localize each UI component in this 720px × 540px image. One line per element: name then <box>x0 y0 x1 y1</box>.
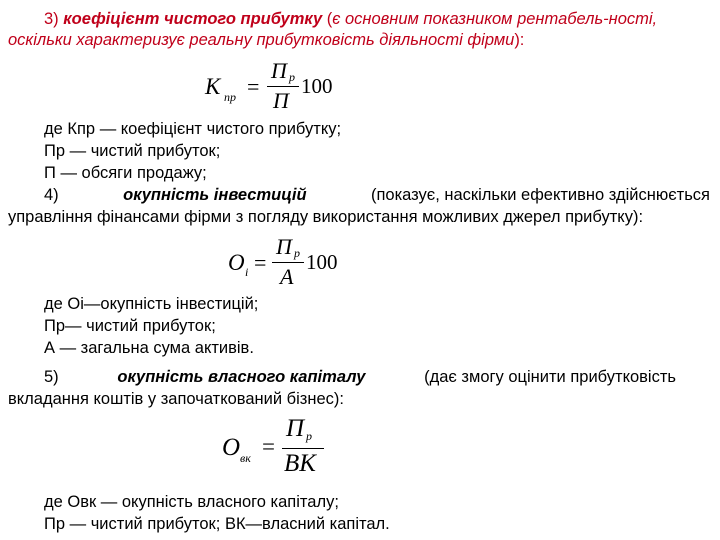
formula-2-lhs-sub: i <box>245 265 249 279</box>
formula-2-numerator-sub: р <box>294 246 300 260</box>
formula-equity-return <box>222 414 332 480</box>
formula-1-numerator: П <box>271 58 287 83</box>
formula-1-numerator-sub: р <box>289 70 295 84</box>
formula-2-multiplier: 100 <box>306 250 338 274</box>
formula-2-numerator: П <box>276 234 292 259</box>
para-4-rest: (показує, наскільки ефективно здійснюється <box>370 186 710 204</box>
formula-investment-return <box>228 232 348 290</box>
para-3-close: ): <box>514 31 525 49</box>
para-3-term: коефіцієнт чистого прибутку <box>63 10 323 28</box>
para-3-line-2 <box>8 30 524 50</box>
para-3-desc-2: оскільки характеризує реальну прибутковість діяльності фірми <box>8 31 515 49</box>
formula-2-denominator: A <box>280 264 294 289</box>
list-2-item-2: Пр— чистий прибуток; <box>44 317 216 335</box>
list-1-item-3: П — обсяги продажу; <box>44 164 207 182</box>
formula-net-profit-ratio <box>205 58 345 116</box>
para-3-number: 3) <box>44 10 59 28</box>
formula-3-numerator: П <box>286 415 305 442</box>
formula-3-lhs: O <box>222 434 241 461</box>
para-3-desc-1: є основним показником рентабель-ності, <box>332 10 658 28</box>
para-4-number: 4) <box>44 186 59 204</box>
para-5-rest: (дає змогу оцінити прибутковість <box>424 368 676 386</box>
formula-3-denominator: BK <box>284 450 316 477</box>
para-5-line-2: вкладання коштів у започаткований бізнес): <box>8 390 344 408</box>
para-5-line-1 <box>44 367 676 387</box>
para-4-line-2: управління фінансами фірми з погляду використання можливих джерел прибутку): <box>8 208 644 226</box>
formula-3-lhs-sub: вк <box>240 451 251 465</box>
list-3-item-1: де Овк — окупність власного капіталу; <box>44 493 339 511</box>
list-1-item-2: Пр — чистий прибуток; <box>44 142 221 160</box>
formula-3-equals: = <box>262 434 275 459</box>
list-2-item-1: де Оі—окупність інвестицій; <box>44 295 259 313</box>
formula-2-lhs: O <box>228 250 245 275</box>
para-3-line-1 <box>44 9 657 29</box>
formula-2-equals: = <box>254 250 267 275</box>
formula-1-multiplier: 100 <box>301 74 333 98</box>
formula-3-numerator-sub: р <box>306 429 312 443</box>
formula-1-lhs-sub: пр <box>224 90 236 104</box>
formula-1-lhs: K <box>205 74 221 99</box>
formula-1-denominator: П <box>273 88 289 113</box>
para-4-term: окупність інвестицій <box>123 186 307 204</box>
list-3-item-2: Пр — чистий прибуток; ВК—власний капітал. <box>44 515 390 533</box>
para-4-line-1 <box>44 185 710 205</box>
formula-1-equals: = <box>247 74 260 99</box>
para-5-number: 5) <box>44 368 59 386</box>
para-5-term: окупність власного капіталу <box>117 368 366 386</box>
para-3-open: ( <box>322 10 333 28</box>
list-2-item-3: А — загальна сума активів. <box>44 339 254 357</box>
list-1-item-1: де Кпр — коефіцієнт чистого прибутку; <box>44 120 342 138</box>
